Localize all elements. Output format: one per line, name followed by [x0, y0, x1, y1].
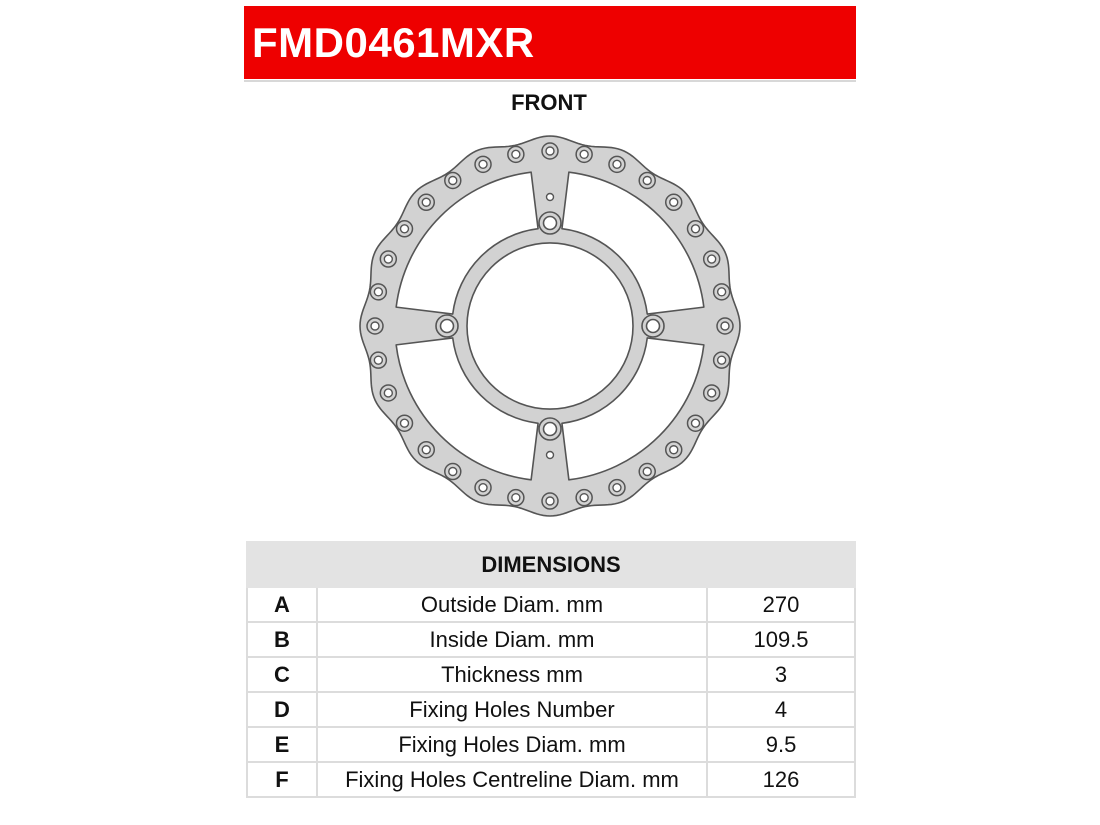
drilled-hole [613, 484, 621, 492]
drilled-hole [374, 356, 382, 364]
drilled-hole [692, 225, 700, 233]
fixing-hole [544, 217, 557, 230]
drilled-hole [708, 255, 716, 263]
drilled-hole [718, 356, 726, 364]
drilled-hole [718, 288, 726, 296]
row-letter: A [247, 587, 317, 622]
row-value: 109.5 [707, 622, 855, 657]
drilled-hole [692, 419, 700, 427]
row-value: 4 [707, 692, 855, 727]
row-label: Fixing Holes Diam. mm [317, 727, 707, 762]
drilled-hole [374, 288, 382, 296]
drilled-hole [546, 147, 554, 155]
drilled-hole [449, 468, 457, 476]
drilled-hole [384, 255, 392, 263]
row-label: Fixing Holes Number [317, 692, 707, 727]
brake-disc-diagram [350, 125, 750, 527]
row-letter: C [247, 657, 317, 692]
header-banner [244, 6, 856, 79]
fixing-hole [647, 320, 660, 333]
row-label: Thickness mm [317, 657, 707, 692]
drilled-hole [384, 389, 392, 397]
drilled-hole [449, 176, 457, 184]
table-row [247, 727, 855, 762]
dimensions-header-row [247, 542, 855, 587]
drilled-hole [643, 468, 651, 476]
pin-hole [547, 452, 554, 459]
row-letter: B [247, 622, 317, 657]
drilled-hole [512, 150, 520, 158]
pin-hole [547, 194, 554, 201]
row-value: 126 [707, 762, 855, 797]
drilled-hole [643, 176, 651, 184]
row-letter: D [247, 692, 317, 727]
row-value: 270 [707, 587, 855, 622]
drilled-hole [708, 389, 716, 397]
fixing-hole [441, 320, 454, 333]
drilled-hole [580, 150, 588, 158]
drilled-hole [422, 198, 430, 206]
row-label: Outside Diam. mm [317, 587, 707, 622]
drilled-hole [670, 198, 678, 206]
table-row [247, 622, 855, 657]
drilled-hole [670, 446, 678, 454]
row-label: Fixing Holes Centreline Diam. mm [317, 762, 707, 797]
table-row [247, 762, 855, 797]
row-value: 3 [707, 657, 855, 692]
row-label: Inside Diam. mm [317, 622, 707, 657]
drilled-hole [546, 497, 554, 505]
row-letter: F [247, 762, 317, 797]
drilled-hole [400, 419, 408, 427]
drilled-hole [422, 446, 430, 454]
drilled-hole [371, 322, 379, 330]
dimensions-title: DIMENSIONS [247, 542, 855, 587]
fixing-hole [544, 423, 557, 436]
drilled-hole [721, 322, 729, 330]
table-row [247, 657, 855, 692]
drilled-hole [479, 484, 487, 492]
drilled-hole [479, 160, 487, 168]
drilled-hole [400, 225, 408, 233]
row-letter: E [247, 727, 317, 762]
table-row [247, 587, 855, 622]
drilled-hole [512, 494, 520, 502]
header-divider [244, 80, 856, 82]
row-value: 9.5 [707, 727, 855, 762]
drilled-hole [580, 494, 588, 502]
front-label-text: FRONT [511, 90, 587, 115]
front-label [0, 90, 1100, 116]
table-row [247, 692, 855, 727]
product-code-title: FMD0461MXR [252, 19, 535, 66]
dimensions-table [246, 541, 856, 798]
drilled-hole [613, 160, 621, 168]
